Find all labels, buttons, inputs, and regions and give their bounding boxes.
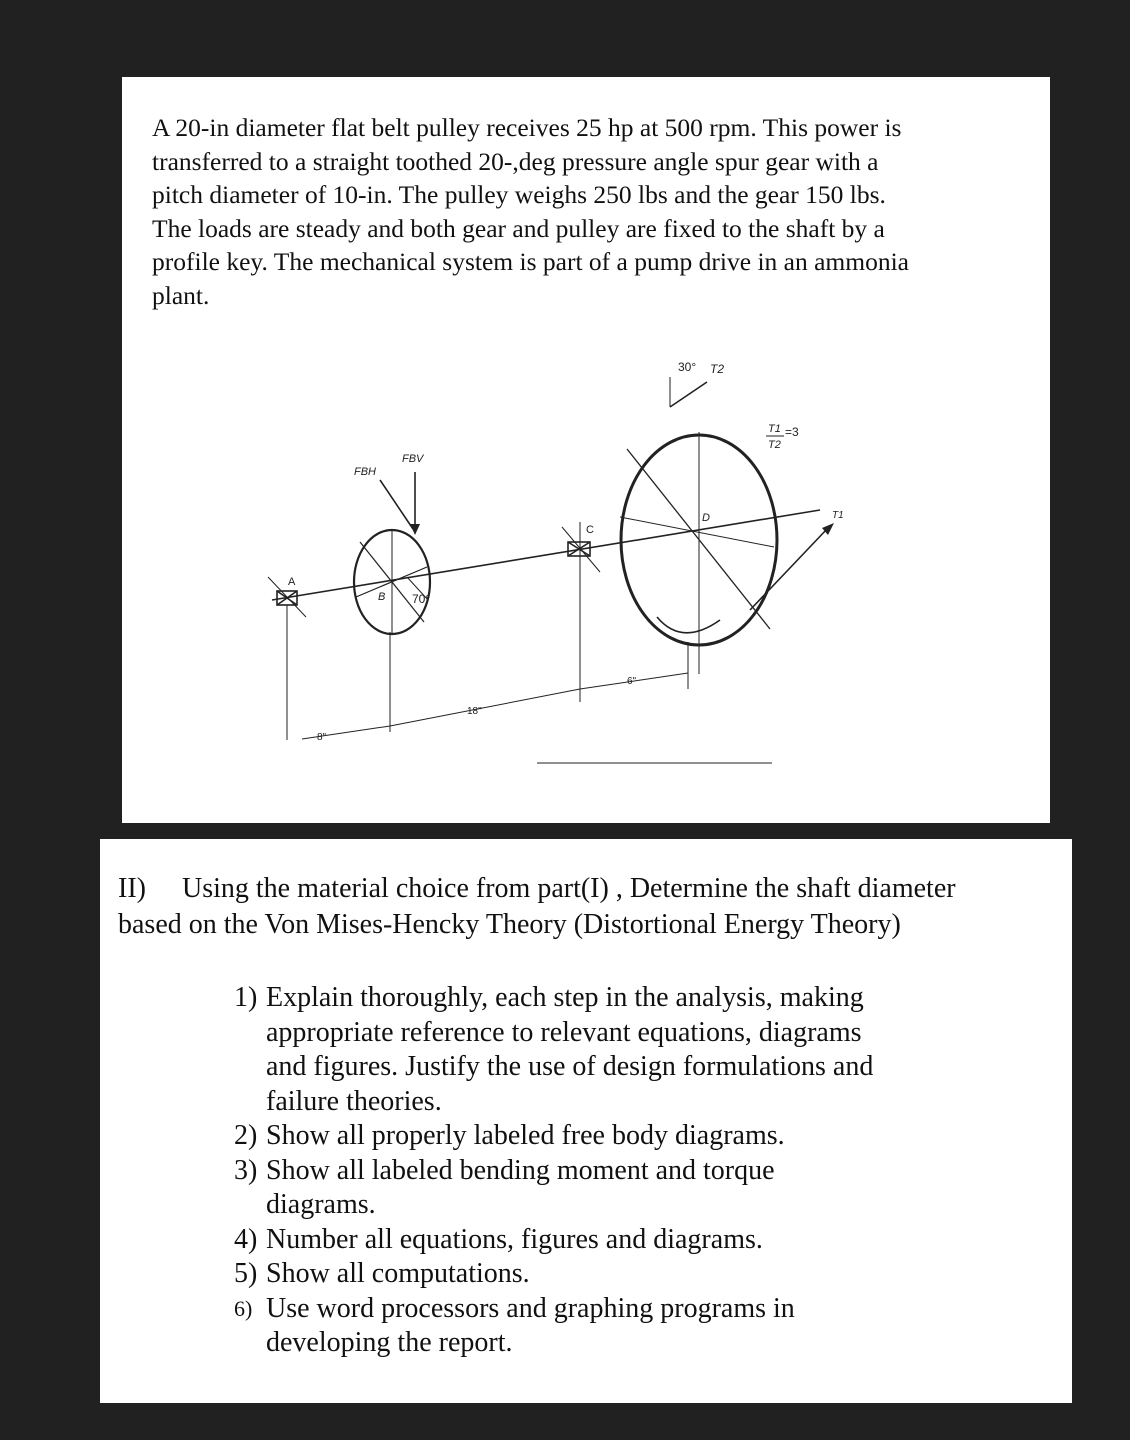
list-item bbox=[234, 1154, 1054, 1223]
rotation-arrow bbox=[657, 617, 720, 633]
label-c: C bbox=[586, 524, 594, 536]
problem-panel bbox=[122, 77, 1050, 823]
label-t2-top: T2 bbox=[710, 362, 725, 376]
assignment-panel bbox=[100, 839, 1072, 1403]
list-item bbox=[234, 1119, 1054, 1154]
dim-line-18 bbox=[390, 689, 580, 726]
shaft-diagram bbox=[122, 77, 1050, 823]
list-item-line: Use word processors and graphing programs in bbox=[266, 1292, 795, 1324]
list-marker: 3) bbox=[234, 1154, 258, 1186]
label-dim-6: 6" bbox=[627, 676, 637, 687]
list-marker: 2) bbox=[234, 1120, 258, 1151]
list-marker: 6) bbox=[234, 1295, 253, 1321]
list-item-line: failure theories. bbox=[266, 1085, 442, 1117]
list-item bbox=[234, 1257, 1054, 1292]
tension-t2-line bbox=[670, 382, 707, 407]
label-ratio-num: T1 bbox=[768, 423, 781, 435]
label-angle-30: 30° bbox=[678, 360, 697, 374]
instruction-list bbox=[234, 981, 1054, 1361]
list-marker: 1) bbox=[234, 982, 258, 1013]
label-ratio-eq: =3 bbox=[785, 425, 799, 439]
list-item-line: Number all equations, figures and diagrams. bbox=[266, 1223, 763, 1255]
label-t1-right: T1 bbox=[832, 510, 844, 521]
list-marker: 4) bbox=[234, 1223, 258, 1255]
problem-line: The loads are steady and both gear and pulley are fixed to the shaft by a bbox=[152, 213, 885, 243]
force-fbh bbox=[380, 480, 413, 529]
part-two-heading bbox=[118, 871, 1068, 943]
list-item bbox=[234, 1292, 1054, 1361]
list-item-line: Show all computations. bbox=[266, 1258, 530, 1289]
label-angle-70: 70° bbox=[412, 592, 431, 606]
list-item-line: Explain thoroughly, each step in the analysis, making bbox=[266, 982, 864, 1013]
problem-line: transferred to a straight toothed 20-,deg pressure angle spur gear with a bbox=[152, 146, 879, 176]
label-fbh: FBH bbox=[354, 466, 376, 478]
problem-line: profile key. The mechanical system is part of a pump drive in an ammonia bbox=[152, 247, 909, 276]
list-item-line: Show all labeled bending moment and torque bbox=[266, 1154, 775, 1186]
label-b: B bbox=[378, 591, 386, 603]
tension-t1-line bbox=[750, 529, 827, 610]
problem-line: A 20-in diameter flat belt pulley receives 25 hp at 500 rpm. This power is bbox=[152, 113, 902, 142]
problem-line: plant. bbox=[152, 280, 210, 310]
list-item bbox=[234, 981, 1054, 1119]
label-fbv: FBV bbox=[402, 453, 424, 465]
part-number: II) bbox=[118, 873, 146, 904]
label-d: D bbox=[702, 512, 710, 524]
part-heading-line: based on the Von Mises-Hencky Theory (Distortional Energy Theory) bbox=[118, 909, 901, 940]
problem-line: pitch diameter of 10-in. The pulley weighs 250 lbs and the gear 150 lbs. bbox=[152, 180, 886, 209]
label-dim-18: 18" bbox=[467, 706, 482, 717]
list-marker: 5) bbox=[234, 1258, 258, 1289]
label-ratio-den: T2 bbox=[768, 439, 781, 451]
list-item-line: diagrams. bbox=[266, 1189, 376, 1220]
list-item-line: appropriate reference to relevant equations, diagrams bbox=[266, 1016, 862, 1048]
list-item-line: and figures. Justify the use of design formulations and bbox=[266, 1051, 874, 1082]
list-item-line: developing the report. bbox=[266, 1327, 513, 1358]
dim-line-8 bbox=[302, 726, 390, 739]
label-dim-8: 8" bbox=[317, 732, 327, 743]
part-heading-line: Using the material choice from part(I) , Determine the shaft diameter bbox=[182, 873, 956, 904]
list-item bbox=[234, 1223, 1054, 1258]
label-a: A bbox=[288, 576, 296, 588]
list-item-line: Show all properly labeled free body diagrams. bbox=[266, 1120, 785, 1151]
